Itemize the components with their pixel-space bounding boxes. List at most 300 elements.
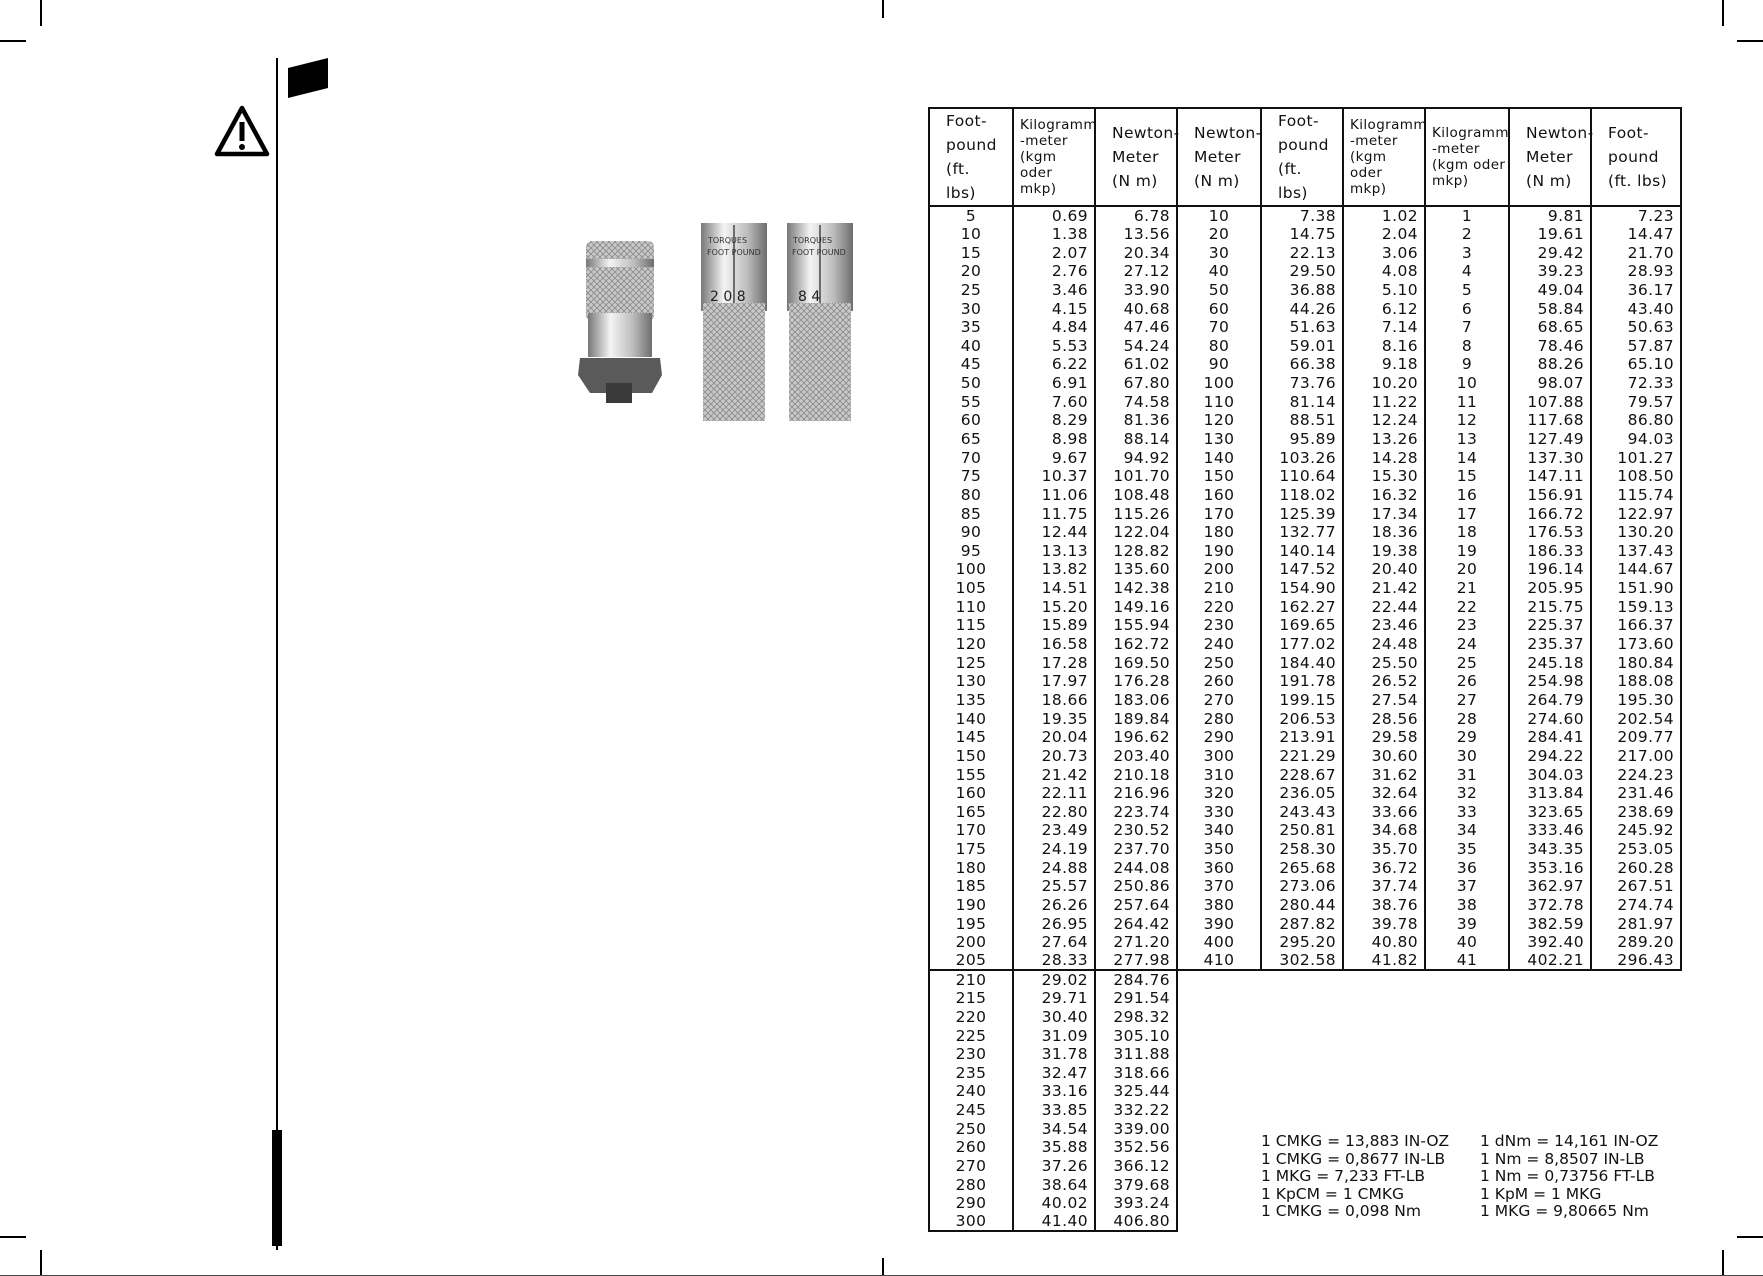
table-cell: 215.75 [1509,597,1591,616]
table-cell: 223.74 [1095,803,1177,822]
table-cell: 37 [1425,877,1509,896]
table-cell: 203.40 [1095,747,1177,766]
table-cell: 31.62 [1343,765,1425,784]
table-cell: 5 [1425,281,1509,300]
table-cell: 230.52 [1095,821,1177,840]
table-cell: 41.40 [1013,1213,1095,1232]
table-cell: 362.97 [1509,877,1591,896]
table-cell: 101.70 [1095,467,1177,486]
table-cell: 196.62 [1095,728,1177,747]
table-cell: 125.39 [1261,504,1343,523]
table-cell: 245 [929,1101,1013,1120]
table-cell: 304.03 [1509,765,1591,784]
table-cell: 325.44 [1095,1082,1177,1101]
table-cell: 170 [1177,504,1261,523]
table-row [929,448,1681,467]
table-cell: 50 [929,374,1013,393]
table-cell: 18 [1425,523,1509,542]
table-cell: 49.04 [1509,281,1591,300]
crop-mark [882,1258,884,1276]
column-header-line: mkp) [1432,173,1469,189]
table-cell: 244.08 [1095,858,1177,877]
table-row [929,728,1681,747]
table-cell: 9.81 [1509,206,1591,225]
table-cell: 22.44 [1343,597,1425,616]
table-cell: 10.20 [1343,374,1425,393]
column-header-line: (ft. lbs) [946,160,976,202]
table-cell: 130.20 [1591,523,1681,542]
table-cell: 4.84 [1013,318,1095,337]
table-cell: 73.76 [1261,374,1343,393]
table-cell: 29.02 [1013,970,1095,989]
table-cell: 382.59 [1509,914,1591,933]
table-cell: 162.72 [1095,635,1177,654]
crop-mark [1722,0,1724,26]
table-cell: 34 [1425,821,1509,840]
table-cell: 333.46 [1509,821,1591,840]
table-cell: 140.14 [1261,542,1343,561]
table-cell: 61.02 [1095,355,1177,374]
table-cell: 40.68 [1095,299,1177,318]
table-cell: 127.49 [1509,430,1591,449]
table-cell: 54.24 [1095,336,1177,355]
table-cell: 20.73 [1013,747,1095,766]
crop-mark [0,1236,26,1238]
table-cell: 320 [1177,784,1261,803]
table-cell: 3.06 [1343,243,1425,262]
table-cell: 265.68 [1261,858,1343,877]
table-cell: 195 [929,914,1013,933]
column-header-line: Kilogramm [1432,125,1509,141]
table-cell: 280 [929,1175,1013,1194]
table-cell: 100 [1177,374,1261,393]
column-header-line: (kgm oder [1432,157,1506,173]
table-cell: 205.95 [1509,579,1591,598]
table-cell: 44.26 [1261,299,1343,318]
table-cell: 183.06 [1095,691,1177,710]
table-cell: 20.40 [1343,560,1425,579]
table-cell: 27.54 [1343,691,1425,710]
table-cell: 117.68 [1509,411,1591,430]
table-cell: 81.36 [1095,411,1177,430]
table-cell: 36.72 [1343,858,1425,877]
table-row [929,523,1681,542]
table-cell: 323.65 [1509,803,1591,822]
table-cell: 39.78 [1343,914,1425,933]
table-cell: 26 [1425,672,1509,691]
table-cell: 238.69 [1591,803,1681,822]
table-cell: 75 [929,467,1013,486]
table-cell: 291.54 [1095,989,1177,1008]
table-cell: 231.46 [1591,784,1681,803]
column-header-line: (N m) [1194,172,1240,190]
table-cell: 30.60 [1343,747,1425,766]
table-cell: 85 [929,504,1013,523]
conversion-table [928,107,1682,1232]
conversion-factor: 1 CMKG = 0,098 Nm [1261,1202,1421,1221]
table-cell: 300 [1177,747,1261,766]
table-cell: 88.51 [1261,411,1343,430]
table-cell: 19.38 [1343,542,1425,561]
conversion-factor: 1 KpM = 1 MKG [1480,1184,1602,1203]
table-cell: 67.80 [1095,374,1177,393]
table-cell: 188.08 [1591,672,1681,691]
table-row [929,691,1681,710]
table-row [929,970,1681,989]
table-cell: 330 [1177,803,1261,822]
table-cell: 28.56 [1343,709,1425,728]
table-cell: 5.53 [1013,336,1095,355]
table-cell: 130 [929,672,1013,691]
table-cell: 32 [1425,784,1509,803]
table-cell: 10 [1177,206,1261,225]
table-cell: 38.76 [1343,896,1425,915]
column-header-line: Foot- [946,112,987,130]
table-cell: 294.22 [1509,747,1591,766]
table-cell: 27 [1425,691,1509,710]
table-row [929,672,1681,691]
table-cell: 149.16 [1095,597,1177,616]
table-cell: 18.36 [1343,523,1425,542]
table-cell: 353.16 [1509,858,1591,877]
crop-mark [1737,40,1763,42]
table-cell: 11.06 [1013,486,1095,505]
table-cell: 15 [1425,467,1509,486]
table-cell: 14.75 [1261,225,1343,244]
table-cell: 140 [1177,448,1261,467]
table-cell: 25 [929,281,1013,300]
table-cell: 393.24 [1095,1194,1177,1213]
table-cell: 25.50 [1343,653,1425,672]
table-cell: 140 [929,709,1013,728]
table-row [929,989,1681,1008]
table-cell: 128.82 [1095,542,1177,561]
table-cell: 40 [929,336,1013,355]
table-cell: 162.27 [1261,597,1343,616]
table-cell: 225.37 [1509,616,1591,635]
table-cell: 166.72 [1509,504,1591,523]
table-cell: 254.98 [1509,672,1591,691]
table-cell: 250.81 [1261,821,1343,840]
table-cell: 295.20 [1261,933,1343,952]
table-cell: 29.71 [1013,989,1095,1008]
column-header-line: Kilogramm [1020,117,1097,133]
table-cell: 21.70 [1591,243,1681,262]
table-cell: 287.82 [1261,914,1343,933]
table-cell: 88.26 [1509,355,1591,374]
table-row [929,1101,1681,1120]
svg-text:FOOT POUND: FOOT POUND [707,248,761,257]
table-cell: 260.28 [1591,858,1681,877]
column-header [1425,108,1509,206]
table-cell: 237.70 [1095,840,1177,859]
column-header-line: (ft. lbs) [1608,172,1668,190]
table-cell: 40.80 [1343,933,1425,952]
table-cell: 343.35 [1509,840,1591,859]
table-cell: 74.58 [1095,392,1177,411]
column-header-line: Kilogramm [1350,117,1427,133]
table-row [929,635,1681,654]
table-cell: 1.38 [1013,225,1095,244]
table-cell: 300 [929,1213,1013,1232]
table-cell: 290 [1177,728,1261,747]
table-cell: 105 [929,579,1013,598]
table-cell: 7.38 [1261,206,1343,225]
table-cell: 10 [1425,374,1509,393]
column-header [1343,108,1425,206]
table-cell: 235 [929,1063,1013,1082]
table-cell: 339.00 [1095,1119,1177,1138]
table-cell: 70 [929,448,1013,467]
table-cell: 95.89 [1261,430,1343,449]
table-cell: 11.75 [1013,504,1095,523]
conversion-factor: 1 Nm = 0,73756 FT-LB [1480,1167,1655,1186]
table-cell: 34.54 [1013,1119,1095,1138]
table-cell: 103.26 [1261,448,1343,467]
table-cell: 13 [1425,430,1509,449]
table-cell: 40 [1425,933,1509,952]
table-cell: 16 [1425,486,1509,505]
table-cell: 273.06 [1261,877,1343,896]
table-cell: 180 [929,858,1013,877]
table-cell: 135.60 [1095,560,1177,579]
table-cell: 298.32 [1095,1008,1177,1027]
table-cell: 10 [929,225,1013,244]
table-cell: 33.16 [1013,1082,1095,1101]
table-cell: 7.14 [1343,318,1425,337]
table-cell: 370 [1177,877,1261,896]
table-cell: 302.58 [1261,952,1343,971]
table-cell: 9.18 [1343,355,1425,374]
table-cell: 29.58 [1343,728,1425,747]
crop-mark [1737,1236,1763,1238]
svg-text:TORQUES: TORQUES [793,236,833,245]
table-cell: 28 [1425,709,1509,728]
table-cell: 4 [1425,262,1509,281]
table-cell: 199.15 [1261,691,1343,710]
table-cell: 70 [1177,318,1261,337]
table-cell: 205 [929,952,1013,971]
table-cell: 271.20 [1095,933,1177,952]
table-row [929,262,1681,281]
table-cell: 253.05 [1591,840,1681,859]
table-cell: 36 [1425,858,1509,877]
language-tab-marker [288,58,328,98]
table-cell: 206.53 [1261,709,1343,728]
table-cell: 43.40 [1591,299,1681,318]
table-cell: 240 [929,1082,1013,1101]
table-cell: 290 [929,1194,1013,1213]
table-cell: 15 [929,243,1013,262]
table-cell: 81.14 [1261,392,1343,411]
table-cell: 37.74 [1343,877,1425,896]
table-cell: 390 [1177,914,1261,933]
table-cell: 191.78 [1261,672,1343,691]
table-row [929,747,1681,766]
table-row [929,1008,1681,1027]
conversion-factors-left [1261,1133,1449,1221]
table-cell: 155.94 [1095,616,1177,635]
table-cell: 151.90 [1591,579,1681,598]
table-cell: 8.16 [1343,336,1425,355]
table-cell: 12 [1425,411,1509,430]
table-cell: 122.97 [1591,504,1681,523]
column-header [1591,108,1681,206]
table-cell: 230 [929,1045,1013,1064]
table-cell: 1.02 [1343,206,1425,225]
table-cell: 41 [1425,952,1509,971]
table-cell: 145 [929,728,1013,747]
table-cell: 7.60 [1013,392,1095,411]
table-row [929,597,1681,616]
table-cell: 38.64 [1013,1175,1095,1194]
table-cell: 3 [1425,243,1509,262]
table-cell: 29.42 [1509,243,1591,262]
table-cell: 29.50 [1261,262,1343,281]
table-cell: 6.78 [1095,206,1177,225]
table-cell: 21.42 [1013,765,1095,784]
table-cell: 17.97 [1013,672,1095,691]
table-cell: 21.42 [1343,579,1425,598]
table-cell: 94.92 [1095,448,1177,467]
table-cell: 24 [1425,635,1509,654]
table-cell: 65.10 [1591,355,1681,374]
table-cell: 184.40 [1261,653,1343,672]
table-cell: 21 [1425,579,1509,598]
table-cell: 57.87 [1591,336,1681,355]
column-header-line: (kgm oder [1350,149,1387,181]
table-header-row [929,108,1681,206]
table-cell: 40.02 [1013,1194,1095,1213]
table-cell: 137.30 [1509,448,1591,467]
table-cell: 45 [929,355,1013,374]
table-cell: 24.19 [1013,840,1095,859]
table-cell: 352.56 [1095,1138,1177,1157]
table-cell: 6.12 [1343,299,1425,318]
table-row [929,411,1681,430]
table-row [929,784,1681,803]
column-header-line: Meter [1194,148,1241,166]
table-cell: 20 [929,262,1013,281]
table-cell: 41.82 [1343,952,1425,971]
table-cell: 30 [1425,747,1509,766]
table-cell: 60 [929,411,1013,430]
table-cell: 258.30 [1261,840,1343,859]
table-cell: 26.26 [1013,896,1095,915]
table-row [929,896,1681,915]
table-cell: 5.10 [1343,281,1425,300]
table-cell: 2.76 [1013,262,1095,281]
table-cell: 284.76 [1095,970,1177,989]
table-cell: 29 [1425,728,1509,747]
table-cell: 277.98 [1095,952,1177,971]
column-header-line: -meter [1432,141,1480,157]
table-cell: 90 [1177,355,1261,374]
empty-area [1177,1082,1681,1101]
table-cell: 19 [1425,542,1509,561]
conversion-factor: 1 KpCM = 1 CMKG [1261,1184,1404,1203]
table-row [929,1082,1681,1101]
table-row [929,616,1681,635]
table-cell: 118.02 [1261,486,1343,505]
table-row [929,1045,1681,1064]
table-cell: 15.89 [1013,616,1095,635]
table-row [929,281,1681,300]
table-cell: 50 [1177,281,1261,300]
table-cell: 156.91 [1509,486,1591,505]
table-cell: 13.56 [1095,225,1177,244]
table-cell: 267.51 [1591,877,1681,896]
table-cell: 155 [929,765,1013,784]
table-cell: 10.37 [1013,467,1095,486]
table-cell: 9.67 [1013,448,1095,467]
table-cell: 274.74 [1591,896,1681,915]
empty-area [1177,989,1681,1008]
table-row [929,914,1681,933]
table-cell: 12.44 [1013,523,1095,542]
table-cell: 55 [929,392,1013,411]
column-header-line: (ft. lbs) [1278,160,1308,202]
crop-mark [1722,1250,1724,1276]
table-cell: 30 [929,299,1013,318]
table-cell: 185 [929,877,1013,896]
table-cell: 274.60 [1509,709,1591,728]
table-cell: 24.88 [1013,858,1095,877]
table-cell: 35.88 [1013,1138,1095,1157]
table-row [929,467,1681,486]
table-cell: 16.32 [1343,486,1425,505]
column-header [1509,108,1594,206]
column-header [1013,108,1095,206]
table-cell: 210.18 [1095,765,1177,784]
table-cell: 209.77 [1591,728,1681,747]
svg-text:8 4: 8 4 [798,289,821,305]
table-row [929,803,1681,822]
column-header-line: pound [946,136,997,154]
table-cell: 98.07 [1509,374,1591,393]
table-cell: 160 [929,784,1013,803]
table-cell: 280 [1177,709,1261,728]
torque-conversion-table [928,107,1680,1232]
table-cell: 115.74 [1591,486,1681,505]
table-cell: 159.13 [1591,597,1681,616]
table-cell: 340 [1177,821,1261,840]
table-row [929,336,1681,355]
conversion-factor: 1 CMKG = 0,8677 IN-LB [1261,1149,1446,1168]
table-cell: 122.04 [1095,523,1177,542]
table-cell: 22.13 [1261,243,1343,262]
table-row [929,933,1681,952]
table-cell: 33 [1425,803,1509,822]
table-cell: 195.30 [1591,691,1681,710]
crop-mark [882,0,884,18]
table-cell: 26.52 [1343,672,1425,691]
table-cell: 240 [1177,635,1261,654]
margin-thick-bar [272,1130,282,1246]
table-cell: 406.80 [1095,1213,1177,1232]
table-cell: 31.09 [1013,1026,1095,1045]
empty-area [1177,1101,1681,1120]
crop-mark [0,40,26,42]
table-cell: 180.84 [1591,653,1681,672]
table-cell: 120 [929,635,1013,654]
svg-text:2 0 8: 2 0 8 [710,289,746,305]
crop-mark [40,0,42,26]
table-cell: 12.24 [1343,411,1425,430]
table-cell: 120 [1177,411,1261,430]
table-cell: 25 [1425,653,1509,672]
column-header [1177,108,1261,206]
